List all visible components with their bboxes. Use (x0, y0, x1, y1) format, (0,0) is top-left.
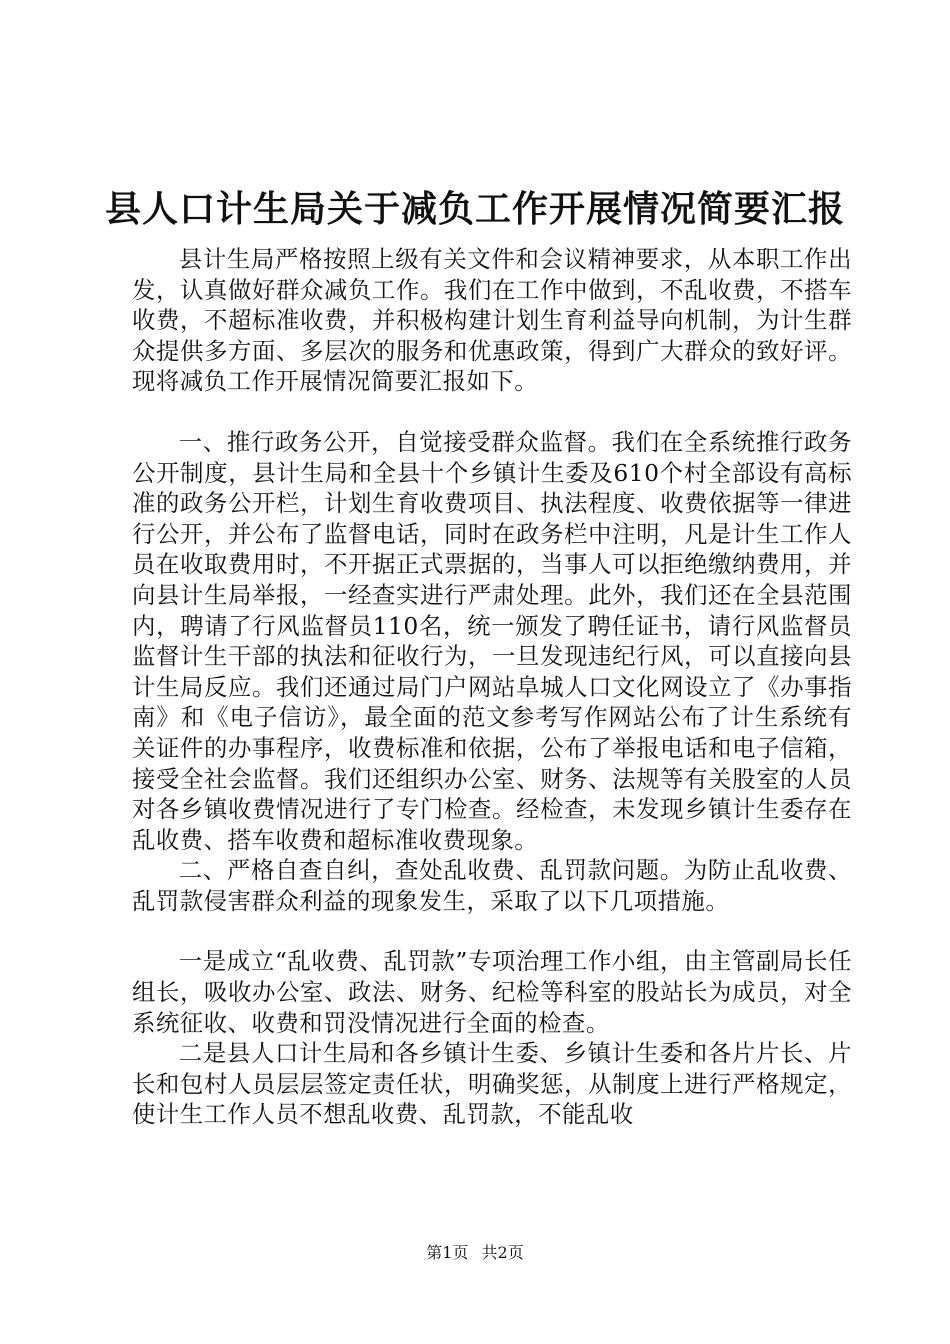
page-footer (0, 1242, 950, 1264)
paragraph-section-2: 二、严格自查自纠，查处乱收费、乱罚款问题。为防止乱收费、乱罚款侵害群众利益的现象发生，采取了以下几项措施。 (132, 856, 852, 915)
paragraph-intro: 县计生局严格按照上级有关文件和会议精神要求，从本职工作出发，认真做好群众减负工作。我们在工作中做到，不乱收费，不搭车收费，不超标准收费，并积极构建计划生育利益导向机制，为计生群众提供多方面、多层次的服务和优惠政策，得到广大群众的致好评。现将减负工作开展情况简要汇报如下。 (132, 245, 852, 396)
page-total: 共2页 (481, 1243, 524, 1262)
paragraph-measure-1: 一是成立“乱收费、乱罚款”专项治理工作小组，由主管副局长任组长，吸收办公室、政法、财务、纪检等科室的股站长为成员，对全系统征收、收费和罚没情况进行全面的检查。 (132, 947, 852, 1037)
document-title: 县人口计生局关于减负工作开展情况简要汇报 (104, 188, 845, 230)
page-number: 第1页 (426, 1243, 469, 1262)
paragraph-measure-2: 二是县人口计生局和各乡镇计生委、乡镇计生委和各片片长、片长和包村人员层层签定责任状，明确奖惩，从制度上进行严格规定，使计生工作人员不想乱收费、乱罚款，不能乱收 (132, 1039, 852, 1129)
document-body (132, 244, 852, 1130)
paragraph-section-1: 一、推行政务公开，自觉接受群众监督。我们在全系统推行政务公开制度，县计生局和全县十个乡镇计生委及610个村全部设有高标准的政务公开栏，计划生育收费项目、执法程度、收费依据等一律进行公开，并公布了监督电话，同时在政务栏中注明，凡是计生工作人员在收取费用时，不开据正式票据的，当事人可以拒绝缴纳费用，并向县计生局举报，一经查实进行严肃处理。此外，我们还在全县范围内，聘请了行风监督员110名，统一颁发了聘任证书，请行风监督员监督计生干部的执法和征收行为，一旦发现违纪行风，可以直接向县计生局反应。我们还通过局门户网站阜城人口文化网设立了《办事指南》和《电子信访》，最全面的范文参考写作网站公布了计生系统有关证件的办事程序，收费标准和依据，公布了举报电话和电子信箱，接受全社会监督。我们还组织办公室、财务、法规等有关股室的人员对各乡镇收费情况进行了专门检查。经检查，未发现乡镇计生委存在乱收费、搭车收费和超标准收费现象。 (132, 427, 852, 854)
